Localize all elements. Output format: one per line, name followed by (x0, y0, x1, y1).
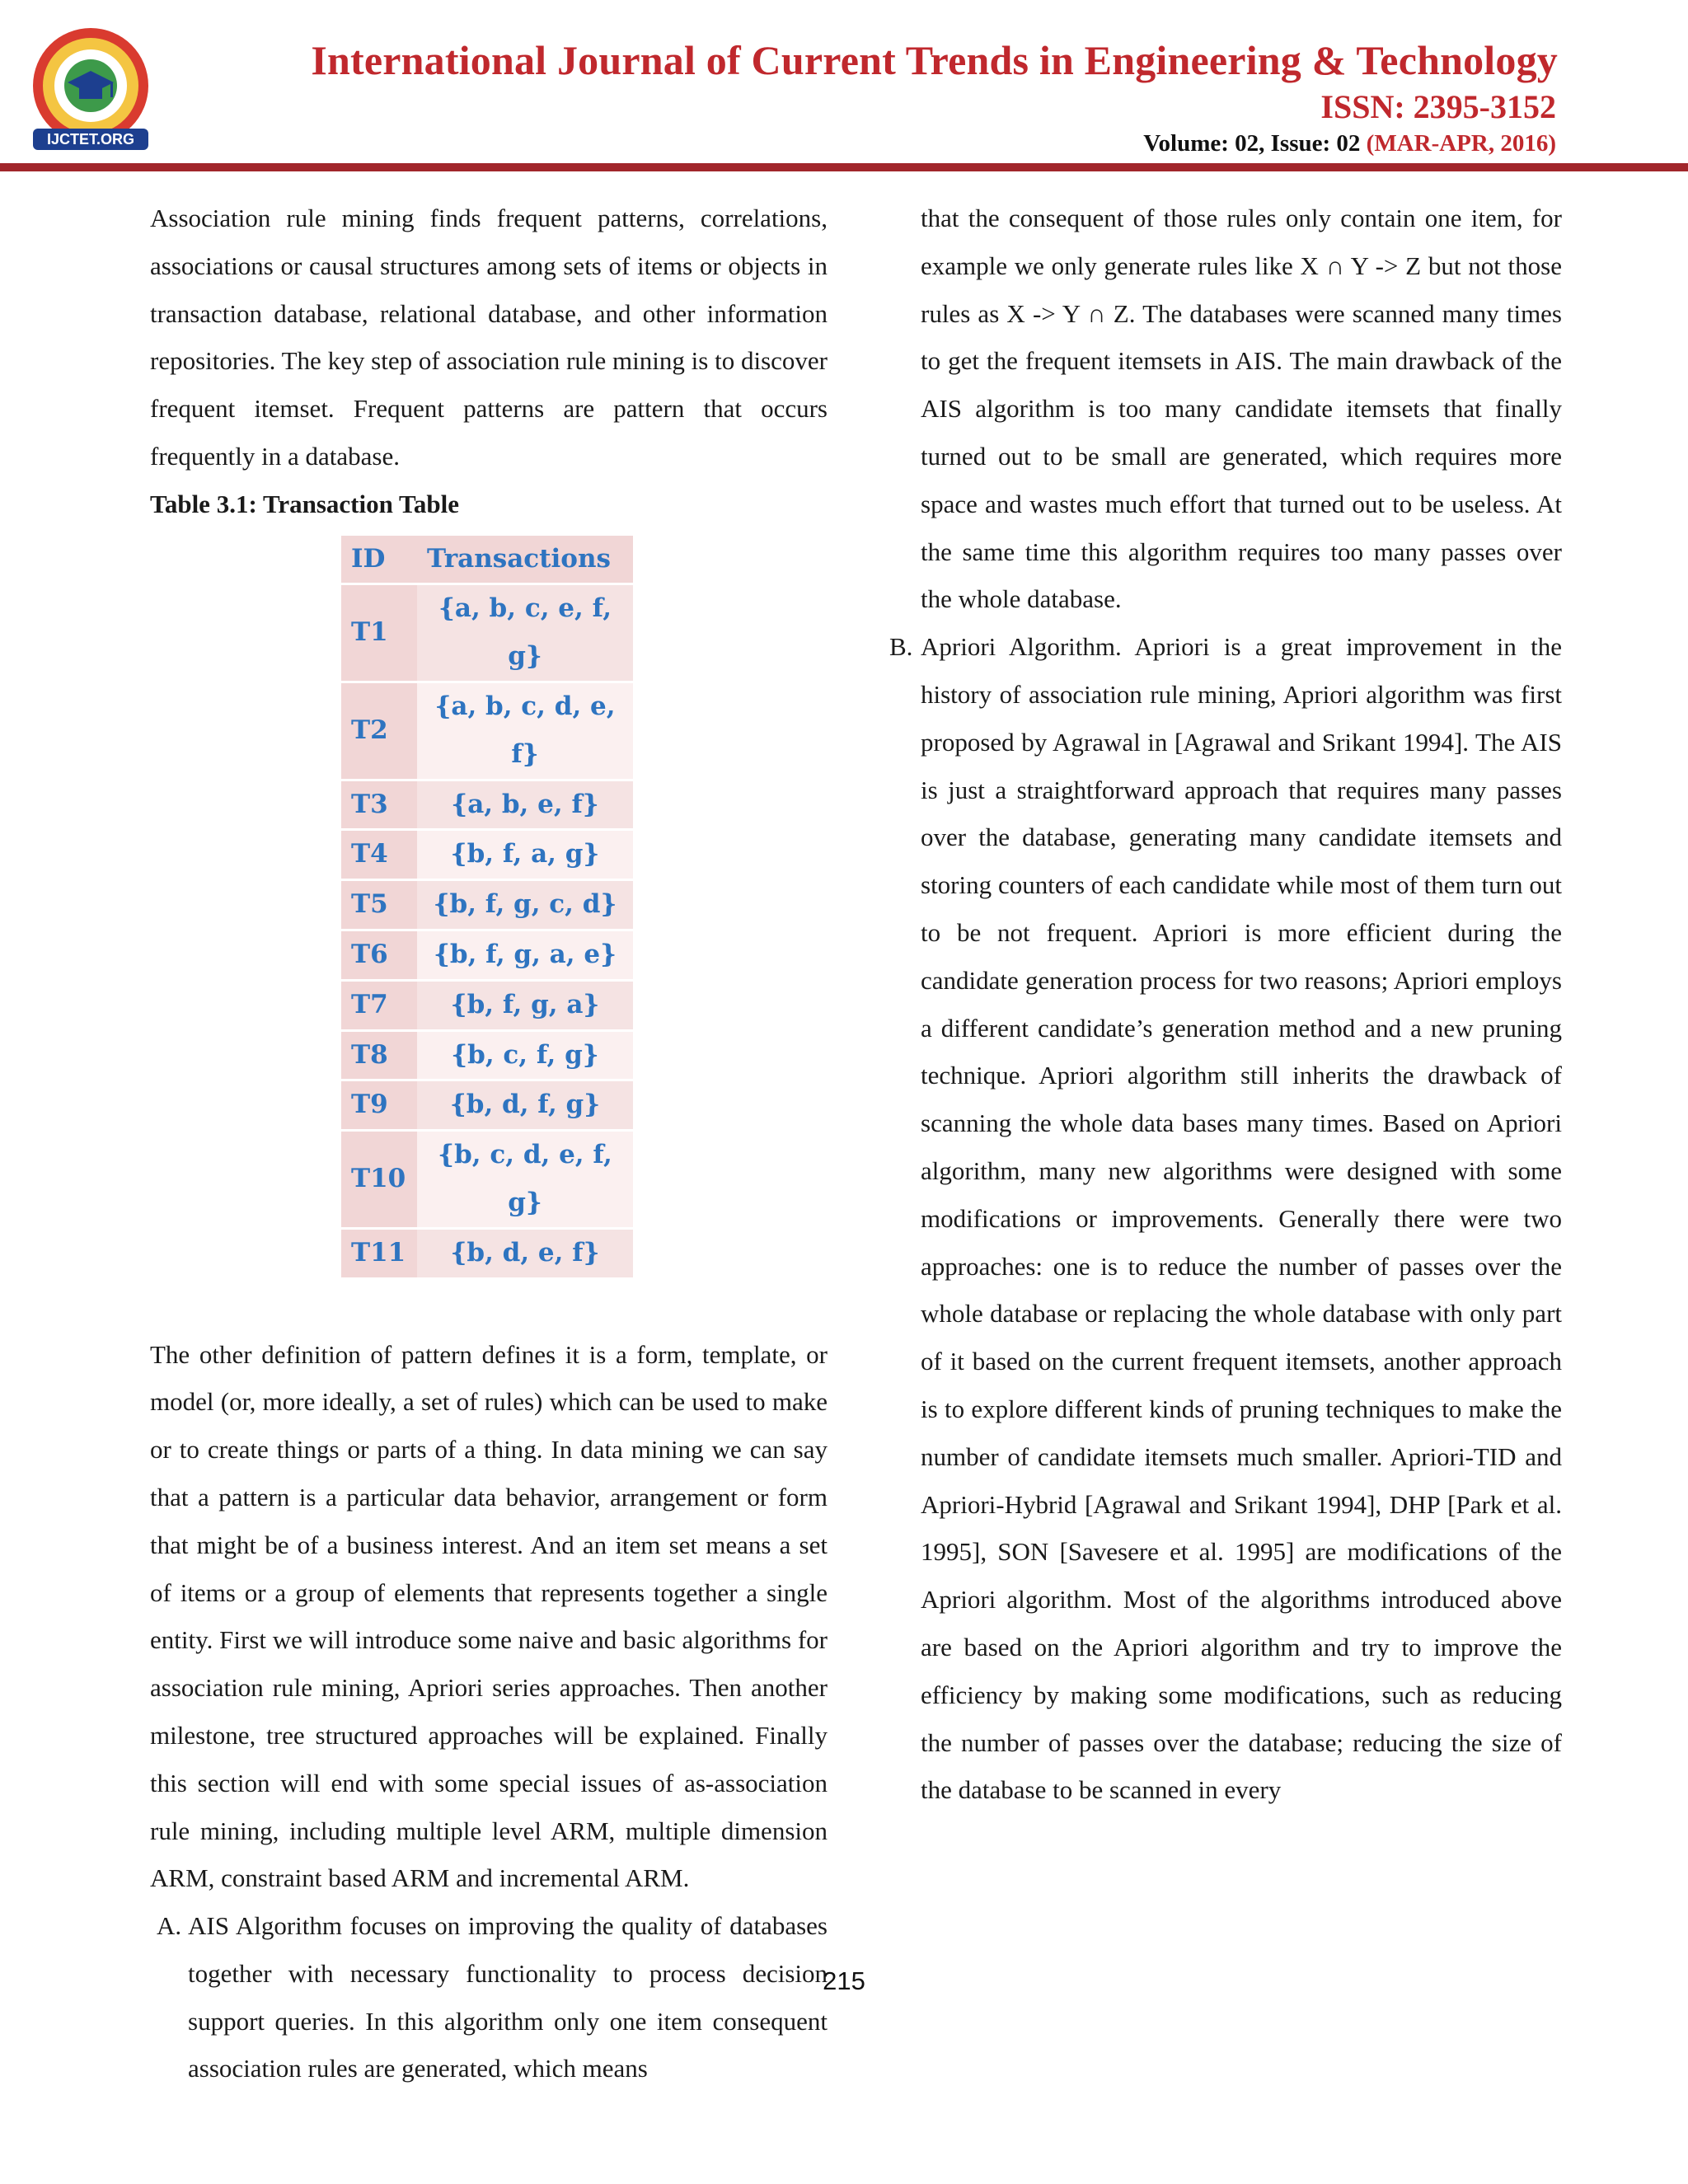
transaction-items-cell: {b, f, g, a} (417, 982, 633, 1029)
transaction-items-cell: {a, b, c, e, f, g} (417, 585, 633, 681)
transaction-table (341, 533, 633, 1280)
transaction-id-cell: T2 (341, 683, 417, 779)
table-row (341, 683, 633, 779)
paragraph: that the consequent of those rules only contain one item, for example we only generate rules like X ∩ Y -> Z but not those rules as X -> Y ∩ Z. The databases were scanned many times to get the frequent itemsets in AIS. The main drawback of the AIS algorithm is too many candidate itemsets that finally turned out to be small are generated, which requires more space and wastes much effort that turned out to be useless. At the same time this algorithm requires too many passes over the whole database. (921, 204, 1562, 614)
transaction-items-cell: {a, b, e, f} (417, 781, 633, 829)
list-item-text: Apriori Algorithm. Apriori is a great improvement in the history of association rule mining, Apriori algorithm was first proposed by Agrawal in [Agrawal and Srikant 1994]. The AIS is just a straightforward approach that requires many passes over the database, generating many candidate itemsets and storing counters of each candidate while most of them turn out to be not frequent. Apriori is more efficient during the candidate generation process for two reasons; Apriori employs a different candidate’s generation method and a new pruning technique. Apriori algorithm still inherits the drawback of scanning the whole data bases many times. Based on Apriori algorithm, many new algorithms were designed with some modifications or improvements. Generally there were two approaches: one is to reduce the number of passes over the whole database or replacing the whole database with only part of it based on the current frequent itemsets, another approach is to explore different kinds of pruning techniques to make the number of candidate itemsets much smaller. Apriori-TID and Apriori-Hybrid [Agrawal and Srikant 1994], DHP [Park et al. 1995], SON [Savesere et al. 1995] are modifications of the Apriori algorithm. Most of the algorithms introduced above are based on the Apriori algorithm and try to improve the efficiency by making some modifications, such as reducing the number of passes over the database; reducing the size of the database to be scanned in every (921, 632, 1562, 1805)
logo-badge-text: IJCTET.ORG (46, 131, 135, 148)
transaction-items-cell: {b, d, f, g} (417, 1081, 633, 1129)
paragraph: The other definition of pattern defines it is a form, template, or model (or, more ideally, a set of rules) which can be used to make or to create things or parts of a thing. In data mining we can say that a pattern is a particular data behavior, arrangement or form that might be of a business interest. And an item set means a set of items or a group of elements that represents together a single entity. First we will introduce some naive and basic algorithms for association rule mining, Apriori series approaches. Then another milestone, tree structured approaches will be explained. Finally this section will end with some special issues of as-association rule mining, including multiple level ARM, multiple dimension ARM, constraint based ARM and incremental ARM. (150, 1339, 828, 1893)
table-row (341, 881, 633, 929)
page-number: 215 (823, 1966, 865, 1995)
table-row (341, 982, 633, 1029)
list-marker: B. (889, 632, 913, 662)
volume-issue (1143, 130, 1556, 157)
list-item-b (889, 623, 1562, 1814)
journal-header (0, 0, 1688, 177)
transaction-id-cell: T8 (341, 1032, 417, 1080)
transaction-id-cell: T3 (341, 781, 417, 829)
table-row (341, 1230, 633, 1277)
table-header-cell: ID (341, 536, 417, 583)
paragraph: Association rule mining finds frequent patterns, correlations, associations or causal structures among sets of items or objects in transaction database, relational database, and other information repositories. The key step of association rule mining is to discover frequent itemset. Frequent patterns are pattern that occurs frequently in a database. (150, 204, 828, 471)
transaction-id-cell: T4 (341, 831, 417, 879)
volume-label: Volume: 02, Issue: 02 (1143, 130, 1361, 157)
journal-title: International Journal of Current Trends in Engineering & Technology (311, 37, 1558, 83)
table-row (341, 781, 633, 829)
list-item-text: AIS Algorithm focuses on improving the quality of databases together with necessary functionality to process decision support queries. In this algorithm only one item consequent association rules are generated, which means (188, 1911, 828, 2083)
issn: ISSN: 2395-3152 (1320, 88, 1556, 125)
transaction-items-cell: {b, d, e, f} (417, 1230, 633, 1277)
transaction-id-cell: T7 (341, 982, 417, 1029)
table-row (341, 1081, 633, 1129)
transaction-items-cell: {a, b, c, d, e, f} (417, 683, 633, 779)
table-header-row (341, 536, 633, 583)
header-rule (0, 163, 1688, 171)
table-row (341, 831, 633, 879)
transaction-id-cell: T6 (341, 931, 417, 979)
transaction-id-cell: T5 (341, 881, 417, 929)
table-row (341, 585, 633, 681)
transaction-id-cell: T10 (341, 1132, 417, 1227)
transaction-items-cell: {b, f, a, g} (417, 831, 633, 879)
table-header-cell: Transactions (417, 536, 633, 583)
transaction-items-cell: {b, f, g, c, d} (417, 881, 633, 929)
right-column (889, 194, 1562, 1814)
transaction-items-cell: {b, f, g, a, e} (417, 931, 633, 979)
list-marker: A. (157, 1911, 182, 1941)
transaction-id-cell: T11 (341, 1230, 417, 1277)
table-caption: Table 3.1: Transaction Table (150, 489, 459, 518)
transaction-items-cell: {b, c, f, g} (417, 1032, 633, 1080)
list-item-a (150, 1902, 828, 2093)
transaction-id-cell: T9 (341, 1081, 417, 1129)
journal-logo-icon (25, 23, 157, 155)
table-row (341, 1132, 633, 1227)
volume-date: (MAR-APR, 2016) (1366, 130, 1556, 157)
transaction-id-cell: T1 (341, 585, 417, 681)
transaction-items-cell: {b, c, d, e, f, g} (417, 1132, 633, 1227)
table-row (341, 931, 633, 979)
table-row (341, 1032, 633, 1080)
left-column (150, 194, 828, 2093)
